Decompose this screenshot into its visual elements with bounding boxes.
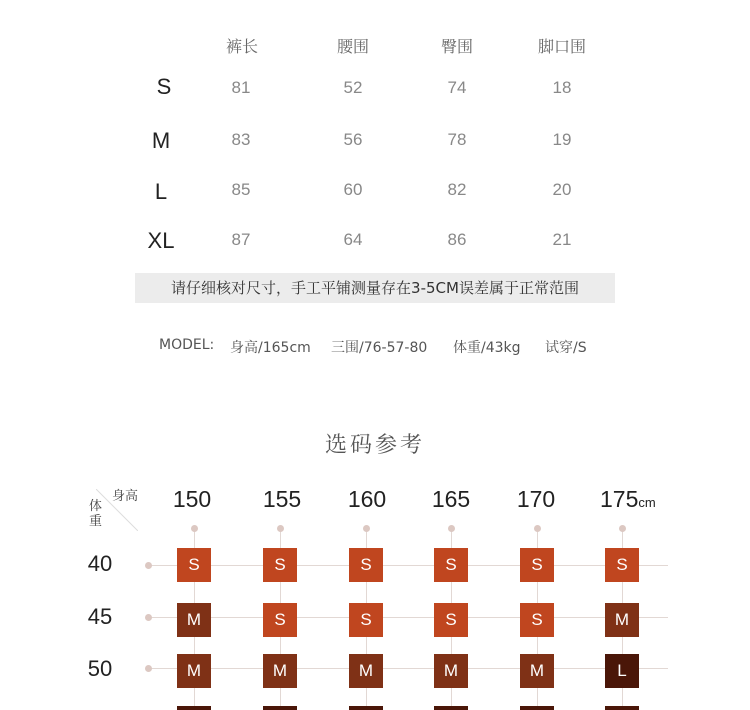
table-cell: 21 bbox=[552, 230, 572, 249]
grid-dot bbox=[145, 665, 152, 672]
table-cell: 18 bbox=[552, 78, 572, 97]
corner-weight-label: 体重 bbox=[89, 499, 103, 529]
size-label: M bbox=[151, 128, 171, 153]
height-header: 170 bbox=[516, 486, 556, 512]
table-cell: 83 bbox=[231, 130, 251, 149]
height-header: 155 bbox=[262, 486, 302, 512]
weight-label: 40 bbox=[87, 551, 113, 576]
table-cell: 56 bbox=[343, 130, 363, 149]
size-badge-cropped bbox=[349, 706, 383, 710]
table-cell: 85 bbox=[231, 180, 251, 199]
column-header-hem: 脚口围 bbox=[537, 37, 586, 56]
size-badge: M bbox=[605, 603, 639, 637]
grid-dot bbox=[363, 525, 370, 532]
height-header: 150 bbox=[172, 486, 212, 512]
table-cell: 81 bbox=[231, 78, 251, 97]
column-header-hip: 臀围 bbox=[440, 37, 473, 56]
size-badge: M bbox=[177, 654, 211, 688]
grid-dot bbox=[619, 525, 626, 532]
size-badge-cropped bbox=[263, 706, 297, 710]
grid-dot bbox=[145, 562, 152, 569]
corner-height-label: 身高 bbox=[112, 489, 139, 504]
size-badge-cropped bbox=[520, 706, 554, 710]
size-badge: S bbox=[520, 548, 554, 582]
model-height: 身高/165cm bbox=[230, 340, 311, 356]
size-badge: S bbox=[263, 603, 297, 637]
size-label: L bbox=[154, 179, 168, 204]
weight-label: 45 bbox=[87, 604, 113, 629]
size-label: S bbox=[156, 74, 172, 99]
table-cell: 82 bbox=[447, 180, 467, 199]
size-badge: M bbox=[520, 654, 554, 688]
table-cell: 86 bbox=[447, 230, 467, 249]
weight-label: 50 bbox=[87, 656, 113, 681]
size-badge-cropped bbox=[605, 706, 639, 710]
height-header: 165 bbox=[431, 486, 471, 512]
size-badge: S bbox=[434, 548, 468, 582]
size-badge: M bbox=[349, 654, 383, 688]
size-label: XL bbox=[147, 228, 175, 253]
grid-line bbox=[148, 565, 668, 566]
size-reference-title: 选码参考 bbox=[324, 433, 425, 458]
table-cell: 20 bbox=[552, 180, 572, 199]
model-weight: 体重/43kg bbox=[453, 340, 521, 356]
size-badge: S bbox=[263, 548, 297, 582]
table-cell: 19 bbox=[552, 130, 572, 149]
size-badge: S bbox=[177, 548, 211, 582]
size-badge: S bbox=[520, 603, 554, 637]
model-measurements: 三围/76-57-80 bbox=[331, 340, 428, 356]
table-cell: 52 bbox=[343, 78, 363, 97]
height-header: 160 bbox=[347, 486, 387, 512]
grid-dot bbox=[145, 614, 152, 621]
size-badge-cropped bbox=[177, 706, 211, 710]
height-unit: cm bbox=[638, 495, 656, 510]
grid-dot bbox=[277, 525, 284, 532]
measurement-note: 请仔细核对尺寸，手工平铺测量存在3-5CM误差属于正常范围 bbox=[135, 273, 615, 303]
size-badge: M bbox=[177, 603, 211, 637]
table-cell: 60 bbox=[343, 180, 363, 199]
size-badge: L bbox=[605, 654, 639, 688]
column-header-waist: 腰围 bbox=[336, 37, 369, 56]
table-cell: 78 bbox=[447, 130, 467, 149]
size-badge: S bbox=[349, 548, 383, 582]
grid-line bbox=[148, 668, 668, 669]
column-header-length: 裤长 bbox=[225, 37, 258, 56]
height-header-last bbox=[600, 486, 656, 513]
size-badge: S bbox=[434, 603, 468, 637]
grid-dot bbox=[448, 525, 455, 532]
size-badge: S bbox=[349, 603, 383, 637]
grid-dot bbox=[191, 525, 198, 532]
grid-line bbox=[148, 617, 668, 618]
size-badge: M bbox=[434, 654, 468, 688]
size-badge: S bbox=[605, 548, 639, 582]
table-cell: 74 bbox=[447, 78, 467, 97]
table-cell: 64 bbox=[343, 230, 363, 249]
height-header: 175 bbox=[600, 486, 639, 512]
table-cell: 87 bbox=[231, 230, 251, 249]
model-tried-size: 试穿/S bbox=[545, 340, 587, 356]
model-label: MODEL: bbox=[159, 337, 215, 353]
grid-dot bbox=[534, 525, 541, 532]
size-badge: M bbox=[263, 654, 297, 688]
size-badge-cropped bbox=[434, 706, 468, 710]
